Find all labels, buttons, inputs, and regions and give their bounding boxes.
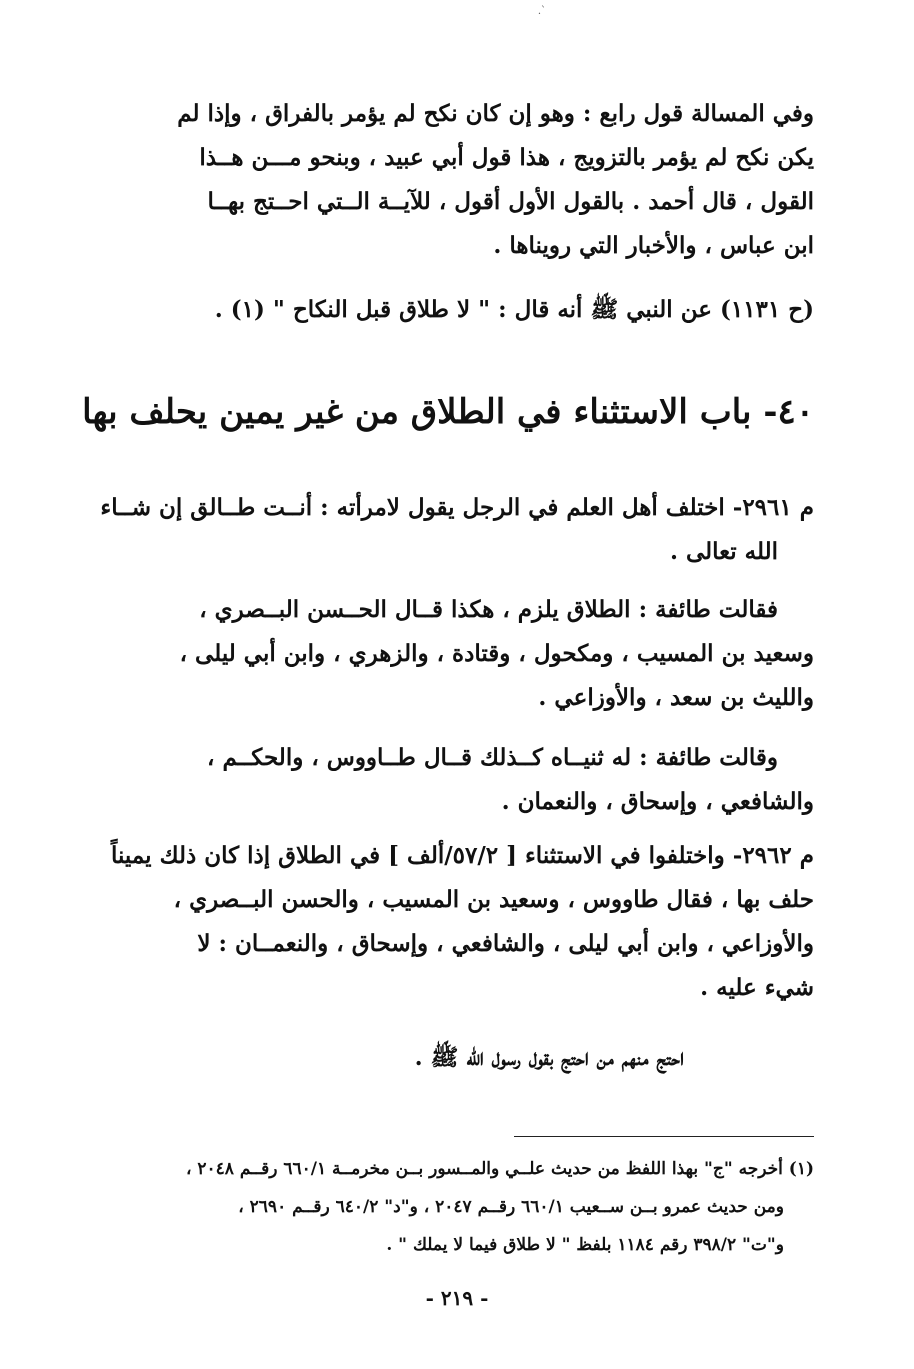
text-line: الله تعالى . (669, 538, 778, 565)
stray-mark: `. (537, 6, 546, 17)
chapter-title: ٤٠- باب الاستثناء في الطلاق من غير يمين يحلف بها (82, 392, 814, 432)
text-line: م ٢٩٦٢- واختلفوا في الاستثناء [ ٥٧/٢/ألف ] في الطلاق إذا كان ذلك يميناً (110, 842, 814, 869)
footnote-line: ومن حديث عمرو بــن ســعيب ٦٦٠/١ رقــم ٢٠٤٧ ، و"د" ٦٤٠/٢ رقــم ٢٦٩٠ ، (238, 1197, 784, 1217)
hadith-1131 (100, 288, 814, 332)
text-line: ابن عباس ، والأخبار التي رويناها . (493, 232, 814, 259)
footnote-line: (١) أخرجه "ج" بهذا اللفظ من حديث علــي والمــسور بــن مخرمــة ٦٦٠/١ رقــم ٢٠٤٨ ، (186, 1159, 814, 1179)
second-group-opinion (100, 736, 814, 824)
text-line: والأوزاعي ، وابن أبي ليلى ، والشافعي ، وإسحاق ، والنعمــان : لا (197, 930, 814, 957)
footnote-line: و"ت" ٣٩٨/٢ رقم ١١٨٤ بلفظ " لا طلاق فيما لا يملك " . (386, 1235, 784, 1255)
text-line: وسعيد بن المسيب ، ومكحول ، وقتادة ، والزهري ، وابن أبي ليلى ، (179, 640, 814, 667)
hadith-text: (ح ١١٣١) عن النبي ﷺ أنه قال : " لا طلاق قبل النكاح " (١) . (214, 296, 814, 323)
conclusion (100, 1036, 814, 1080)
paragraph-fourth-opinion (100, 92, 814, 268)
text-line: يكن نكح لم يؤمر بالتزويج ، هذا قول أبي عبيد ، وبنحو مـــن هــذا (199, 144, 814, 171)
text-line: شيء عليه . (700, 974, 814, 1001)
text-line: احتج منهم من احتج بقول رسول الله ﷺ . (414, 1044, 684, 1071)
footnote-separator (514, 1136, 814, 1137)
text-line: وقالت طائفة : له ثنيــاه كــذلك قــال طــاووس ، والحكــم ، (207, 744, 778, 771)
text-line: والشافعي ، وإسحاق ، والنعمان . (501, 788, 814, 815)
page-number: - ٢١٩ - (425, 1286, 489, 1310)
text-line: القول ، قال أحمد . بالقول الأول أقول ، للآيــة الــتي احــتج بهــا (207, 188, 814, 215)
text-line: م ٢٩٦١- اختلف أهل العلم في الرجل يقول لامرأته : أنــت طــالق إن شــاء (100, 494, 814, 521)
text-line: حلف بها ، فقال طاووس ، وسعيد بن المسيب ، والحسن البــصري ، (173, 886, 814, 913)
text-line: فقالت طائفة : الطلاق يلزم ، هكذا قــال الحــسن البــصري ، (199, 596, 778, 623)
first-group-opinion (100, 588, 814, 720)
text-line: وفي المسالة قول رابع : وهو إن كان نكح لم يؤمر بالفراق ، وإذا لم (177, 100, 814, 127)
masala-2961 (100, 486, 814, 574)
footnotes (100, 1150, 814, 1264)
text-line: والليث بن سعد ، والأوزاعي . (538, 684, 814, 711)
masala-2962 (100, 834, 814, 1010)
